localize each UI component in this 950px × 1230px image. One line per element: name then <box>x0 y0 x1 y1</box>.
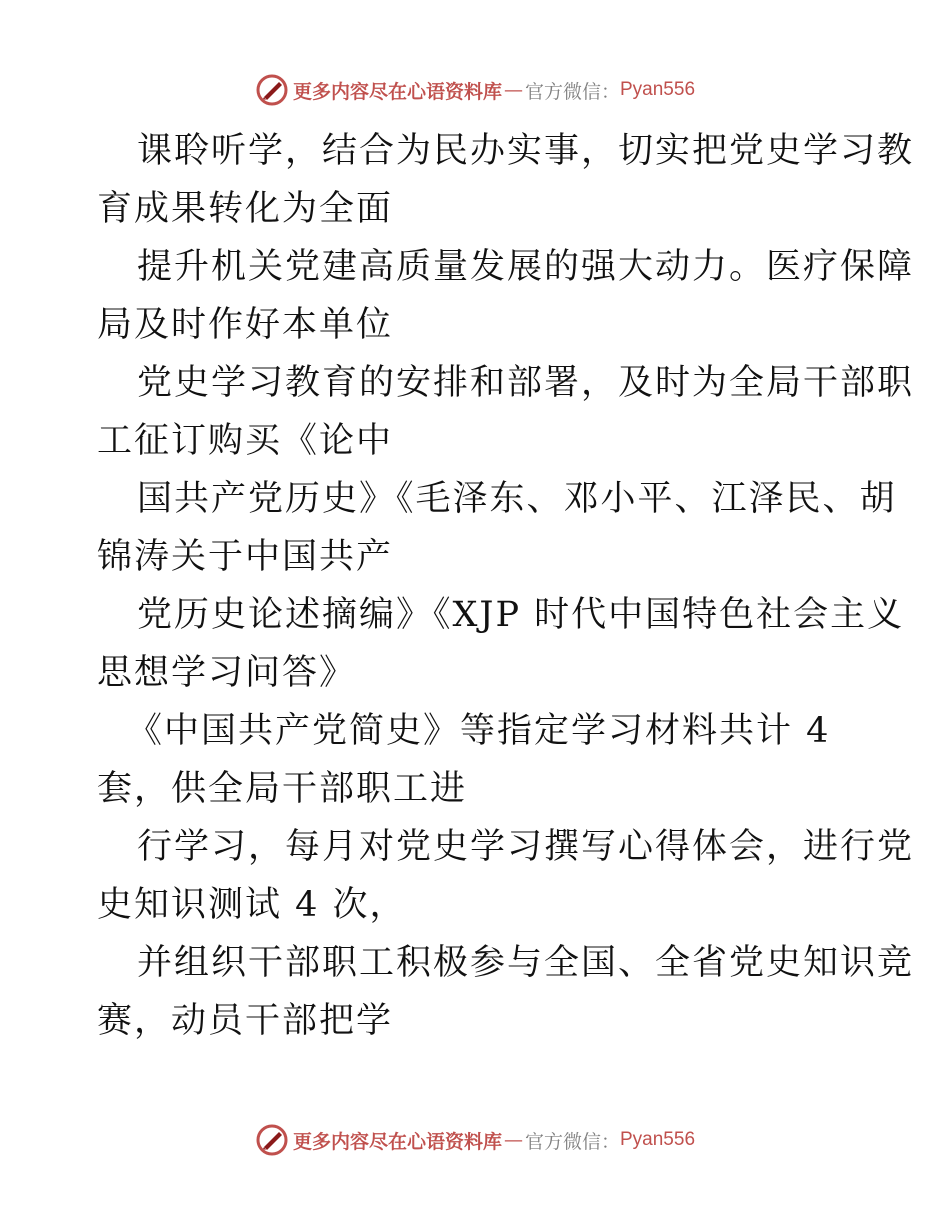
paragraph-line: 并组织干部职工积极参与全国、全省党史知识竞 <box>137 943 915 983</box>
paragraph-line: 局及时作好本单位 <box>97 305 394 345</box>
footer-wechat-id: Pyan556 <box>620 1129 696 1150</box>
paragraph-line: 行学习，每月对党史学习撰写心得体会，进行党 <box>137 827 915 867</box>
header-wechat-id: Pyan556 <box>620 79 696 100</box>
paragraph-line: 党历史论述摘编》《XJP 时代中国特色社会主义 <box>137 595 905 635</box>
logo-icon <box>255 1123 289 1157</box>
header-dash: — <box>503 79 523 101</box>
footer-wechat-label: 官方微信： <box>524 1130 620 1153</box>
paragraph <box>97 702 857 818</box>
footer-dash: — <box>503 1129 523 1151</box>
paragraph-line: 课聆听学，结合为民办实事，切实把党史学习教 <box>137 131 915 171</box>
paragraph-line: 工征订购买《论中 <box>97 421 394 461</box>
paragraph <box>97 934 915 1050</box>
paragraph <box>97 470 897 586</box>
paragraph-line: 党史学习教育的安排和部署，及时为全局干部职 <box>137 363 915 403</box>
document-body <box>97 122 915 1050</box>
page-header <box>0 70 950 110</box>
paragraph-line: 赛，动员干部把学 <box>97 1001 394 1041</box>
paragraph-line: 思想学习问答》 <box>97 653 357 693</box>
header-wechat-label: 官方微信： <box>524 80 620 103</box>
paragraph <box>97 354 915 470</box>
paragraph-line: 《中国共产党简史》等指定学习材料共计 4 <box>127 711 831 751</box>
paragraph <box>97 238 915 354</box>
footer-brand-text: 更多内容尽在心语资料库 <box>292 1130 502 1153</box>
paragraph <box>97 122 915 238</box>
paragraph-line: 提升机关党建高质量发展的强大动力。医疗保障 <box>137 247 915 287</box>
paragraph-line: 育成果转化为全面 <box>97 189 394 229</box>
paragraph-line: 套，供全局干部职工进 <box>97 769 468 809</box>
paragraph <box>97 818 915 934</box>
paragraph-line: 史知识测试 4 次， <box>97 885 407 925</box>
header-brand-text: 更多内容尽在心语资料库 <box>292 80 502 103</box>
page-footer <box>0 1120 950 1160</box>
paragraph-line: 锦涛关于中国共产 <box>97 537 394 577</box>
logo-icon <box>255 73 289 107</box>
paragraph <box>97 586 905 702</box>
paragraph-line: 国共产党历史》《毛泽东、邓小平、江泽民、胡 <box>137 479 897 519</box>
